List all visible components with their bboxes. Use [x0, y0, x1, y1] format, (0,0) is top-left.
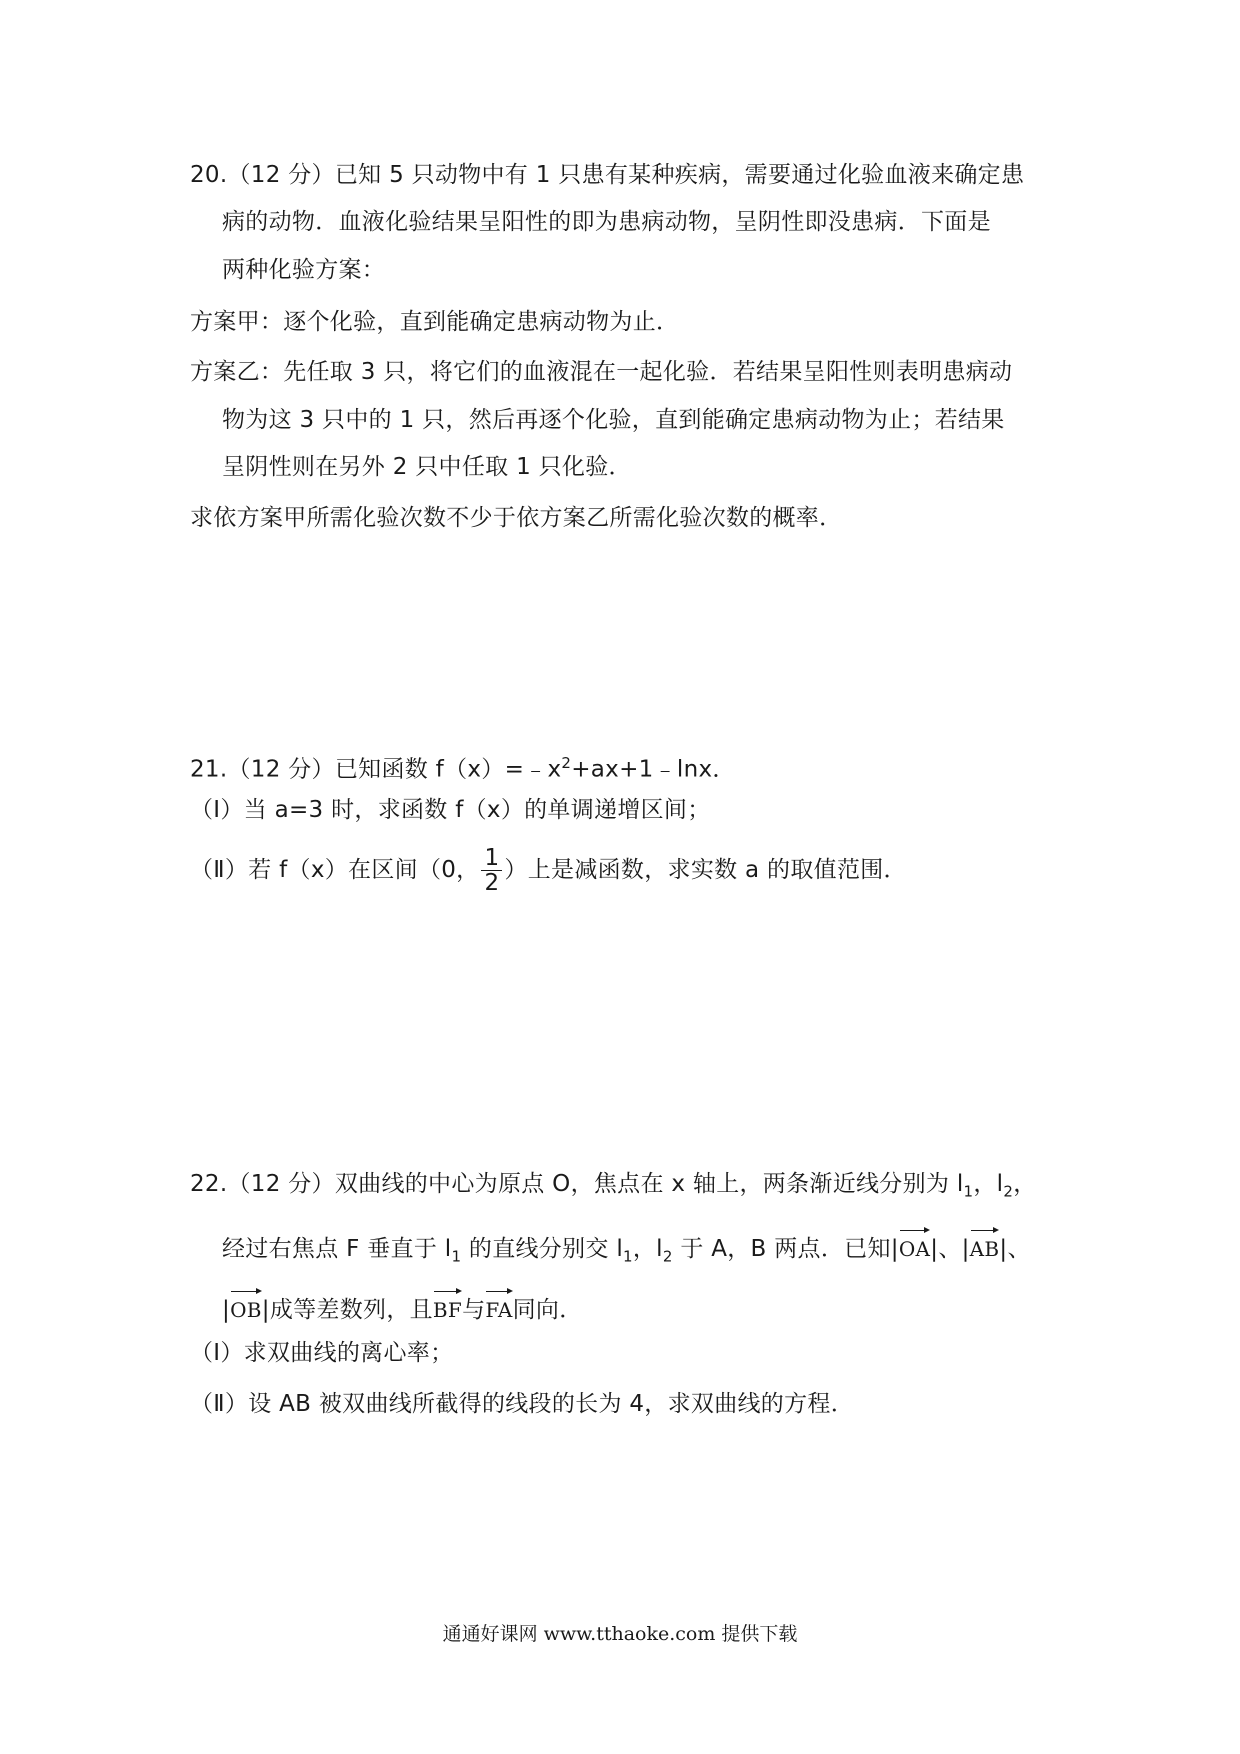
q21-fraction-numerator: 1	[481, 846, 502, 871]
q22-l1-sub-2: 2	[1003, 1182, 1014, 1201]
vector-fa: FA	[485, 1289, 512, 1325]
q20-question: 求依方案甲所需化验次数不少于依方案乙所需化验次数的概率．	[190, 505, 843, 531]
vector-oa: OA	[899, 1228, 930, 1264]
q21-fraction	[481, 846, 502, 895]
q22-l1-sub-1: 1	[963, 1182, 974, 1201]
q20-plan-a: 方案甲：逐个化验，直到能确定患病动物为止．	[190, 309, 680, 335]
q22-l3-text-b: |成等差数列，且	[261, 1297, 433, 1323]
q21-fraction-denominator: 2	[484, 870, 500, 896]
vector-ob: OB	[230, 1289, 262, 1325]
q22-line-3	[222, 1289, 583, 1325]
q22-l2-text-f: |、	[999, 1236, 1031, 1262]
q22-l2-sub-1: 1	[451, 1247, 462, 1266]
q22-l3-text-c: 与	[462, 1297, 486, 1323]
vector-ab: AB	[970, 1228, 1000, 1264]
q22-l1-text-a: 22.（12 分）双曲线的中心为原点 O，焦点在 x 轴上，两条渐近线分别为 l	[190, 1171, 964, 1197]
q22-line-2	[222, 1228, 1031, 1272]
q22-line-1	[190, 1169, 1037, 1207]
q21-text-b: +ax+1﹣lnx．	[571, 756, 736, 783]
q22-l3-text-a: |	[222, 1297, 231, 1323]
q21-part-1: （Ⅰ）当 a=3 时，求函数 f（x）的单调递增区间；	[190, 797, 711, 823]
q22-l1-text-c: ，	[1013, 1171, 1037, 1197]
q22-l2-text-a: 经过右焦点 F 垂直于 l	[222, 1236, 452, 1262]
q21-part-2	[190, 846, 907, 895]
q22-l3-text-d: 同向．	[512, 1297, 583, 1323]
vector-bf: BF	[433, 1289, 462, 1325]
q21-exponent: 2	[561, 754, 572, 772]
q22-l1-text-b: ，l	[973, 1171, 1004, 1197]
q21-part2-text-b: ）上是减函数，求实数 a 的取值范围．	[504, 857, 907, 883]
q20-line-3: 两种化验方案：	[222, 257, 386, 283]
footer-text: 通通好课网 www.tthaoke.com 提供下载	[442, 1623, 798, 1645]
q22-l2-text-d: 于 A，B 两点．已知|	[672, 1236, 899, 1262]
q21-part2-text-a: （Ⅱ）若 f（x）在区间（0，	[190, 857, 480, 883]
q20-line-2: 病的动物．血液化验结果呈阳性的即为患病动物，呈阴性即没患病．下面是	[222, 209, 991, 235]
q22-l2-text-e: |、|	[930, 1236, 970, 1262]
q22-l2-text-b: 的直线分别交 l	[461, 1236, 624, 1262]
q20-line-1: 20.（12 分）已知 5 只动物中有 1 只患有某种疾病，需要通过化验血液来确定患	[190, 162, 1025, 188]
q22-part-2: （Ⅱ）设 AB 被双曲线所截得的线段的长为 4，求双曲线的方程．	[190, 1391, 854, 1417]
q20-plan-b-line-1: 方案乙：先任取 3 只，将它们的血液混在一起化验．若结果呈阳性则表明患病动	[190, 359, 1013, 385]
q21-line-1	[190, 748, 736, 785]
q22-l2-sub-3: 2	[662, 1247, 673, 1266]
q20-plan-b-line-3: 呈阴性则在另外 2 只中任取 1 只化验．	[222, 454, 632, 480]
q21-text-a: 21.（12 分）已知函数 f（x）=﹣x	[190, 756, 562, 783]
q20-plan-b-line-2: 物为这 3 只中的 1 只，然后再逐个化验，直到能确定患病动物为止；若结果	[222, 407, 1005, 433]
q22-l2-text-c: ，l	[632, 1236, 663, 1262]
q22-l2-sub-2: 1	[623, 1247, 633, 1266]
q22-part-1: （Ⅰ）求双曲线的离心率；	[190, 1340, 454, 1366]
